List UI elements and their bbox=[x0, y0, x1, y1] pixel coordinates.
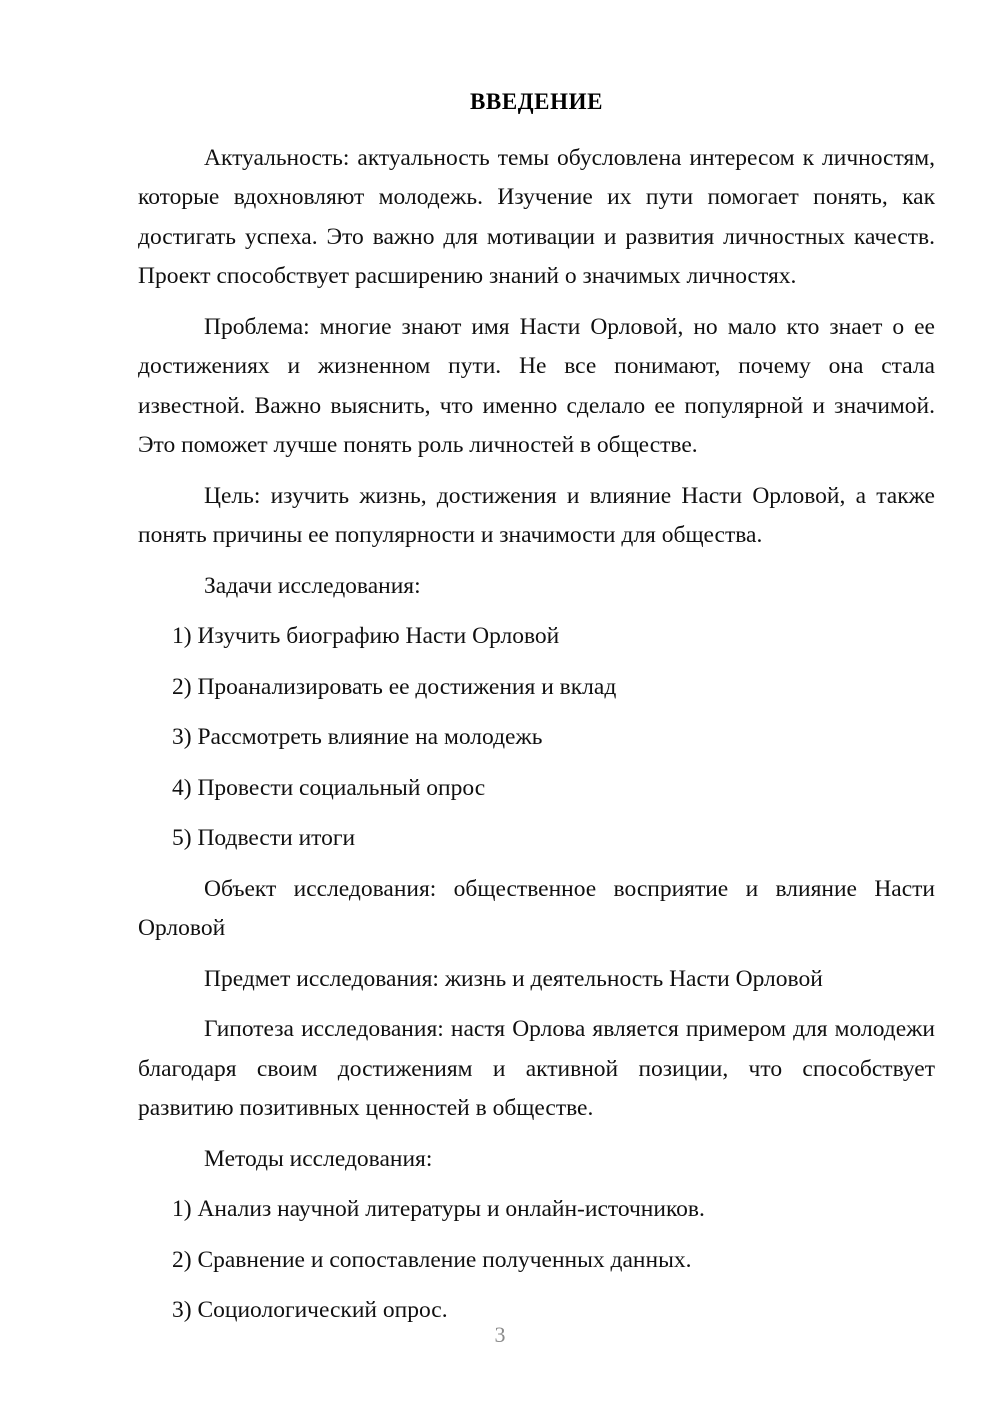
methods-heading: Методы исследования: bbox=[204, 1145, 433, 1172]
page-number: 3 bbox=[494, 1322, 506, 1347]
paragraph-problem: Проблема: многие знают имя Насти Орловой, но мало кто знает о ее достижениях и жизненном пути. Не все понимают, почему она стала известной. Важно выяснить, что именно сделало ее популярной и значимой. Это поможет лучше понять роль личностей в обществе. bbox=[138, 313, 935, 459]
list-item: 1) Изучить биографию Насти Орловой bbox=[172, 623, 560, 650]
list-item: 5) Подвести итоги bbox=[172, 825, 356, 852]
list-item: 2) Проанализировать ее достижения и вклад bbox=[172, 673, 617, 700]
paragraph-subject: Предмет исследования: жизнь и деятельность Насти Орловой bbox=[204, 965, 823, 992]
paragraph-hypothesis: Гипотеза исследования: настя Орлова является примером для молодежи благодаря своим достижениям и активной позиции, что способствует развитию позитивных ценностей в обществе. bbox=[138, 1016, 935, 1122]
list-item: 3) Рассмотреть влияние на молодежь bbox=[172, 724, 543, 751]
list-item: 4) Провести социальный опрос bbox=[172, 774, 486, 801]
tasks-heading: Задачи исследования: bbox=[204, 572, 421, 599]
tasks-list bbox=[138, 617, 935, 859]
paragraph-relevance: Актуальность: актуальность темы обусловлена интересом к личностям, которые вдохновляют молодежь. Изучение их пути помогает понять, как достигать успеха. Это важно для мотивации и развития личностных качеств. Проект способствует расширению знаний о значимых личностях. bbox=[138, 144, 935, 290]
page-title: ВВЕДЕНИЕ bbox=[469, 89, 604, 114]
paragraph-object: Объект исследования: общественное восприятие и влияние Насти Орловой bbox=[138, 875, 935, 942]
list-item: 1) Анализ научной литературы и онлайн-источников. bbox=[172, 1196, 705, 1223]
document-body bbox=[138, 88, 935, 1342]
paragraph-goal: Цель: изучить жизнь, достижения и влияние Насти Орловой, а также понять причины ее популярности и значимости для общества. bbox=[138, 482, 935, 549]
list-item: 3) Социологический опрос. bbox=[172, 1297, 448, 1324]
methods-list bbox=[138, 1190, 935, 1331]
list-item: 2) Сравнение и сопоставление полученных данных. bbox=[172, 1246, 692, 1273]
